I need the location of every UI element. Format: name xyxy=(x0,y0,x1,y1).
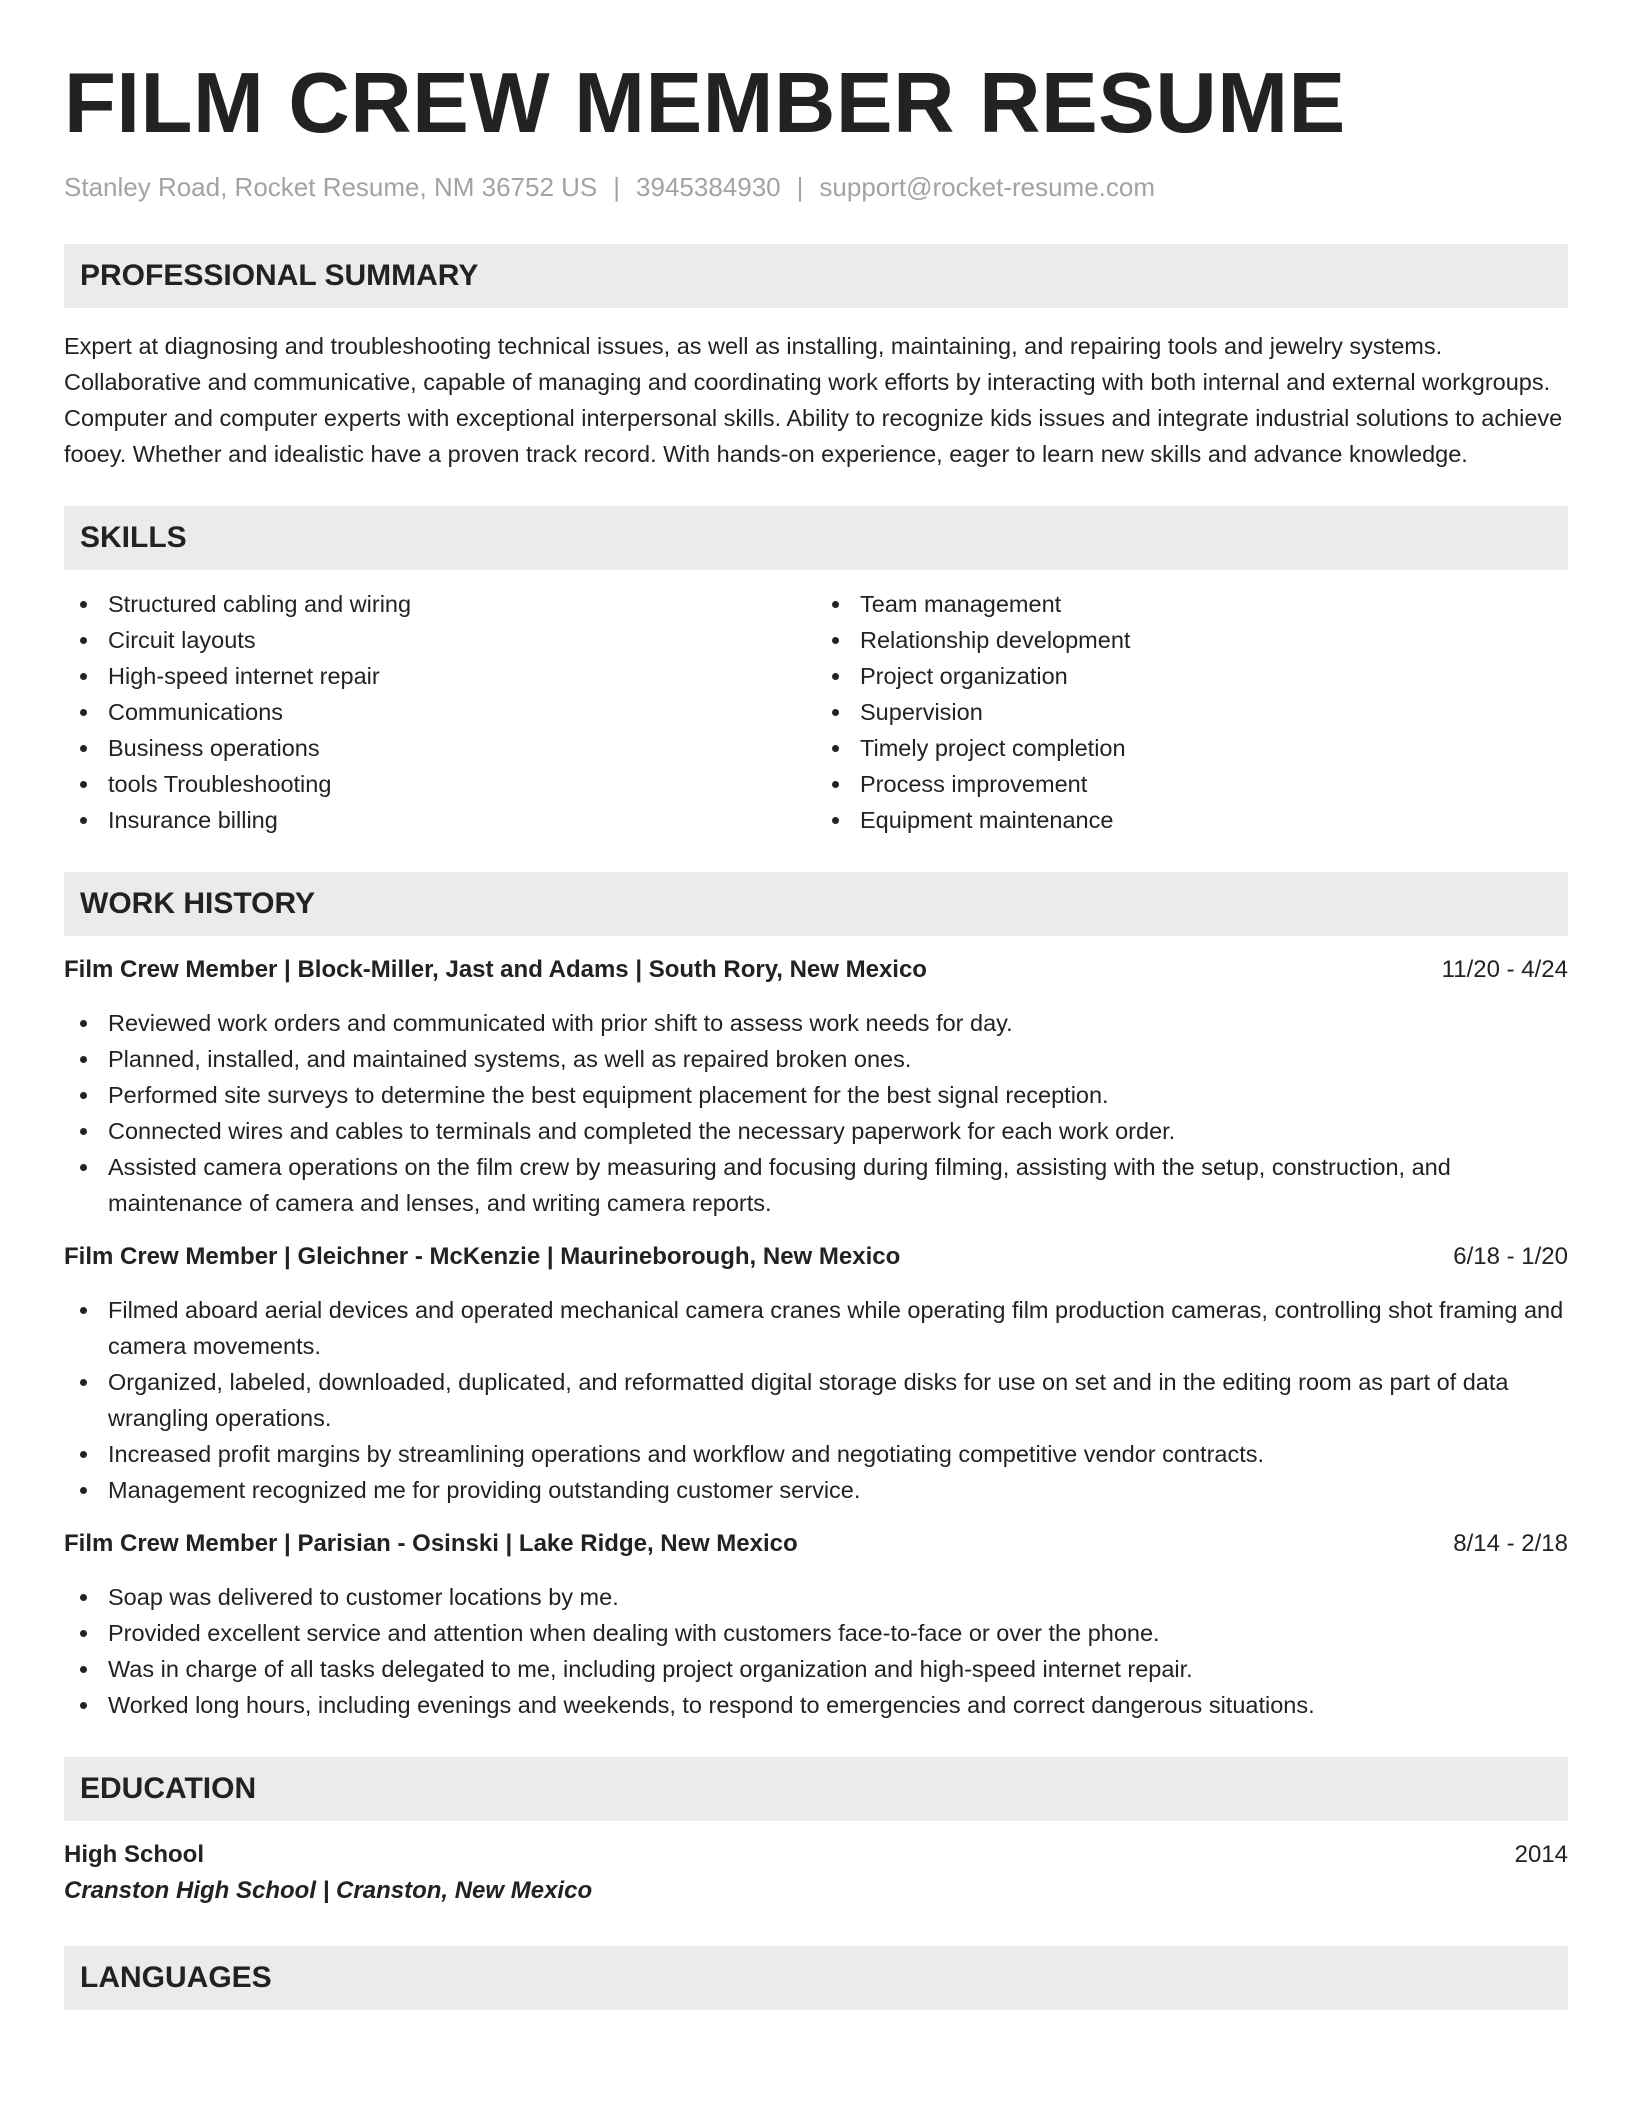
skill-item: Team management xyxy=(816,586,1568,622)
skills-list xyxy=(64,586,1568,838)
job-entry xyxy=(64,1239,1568,1508)
job-bullet: Performed site surveys to determine the best equipment placement for the best signal reception. xyxy=(64,1077,1568,1113)
job-bullet: Worked long hours, including evenings and weekends, to respond to emergencies and correct dangerous situations. xyxy=(64,1687,1568,1723)
contact-phone: 3945384930 xyxy=(636,172,781,202)
skill-item: High-speed internet repair xyxy=(64,658,816,694)
skill-item: Business operations xyxy=(64,730,816,766)
education-degree: High School xyxy=(64,1841,204,1868)
contact-email: support@rocket-resume.com xyxy=(819,172,1156,202)
skills-column-right xyxy=(816,586,1568,838)
job-header xyxy=(64,952,1568,988)
job-bullet: Provided excellent service and attention when dealing with customers face-to-face or over the phone. xyxy=(64,1615,1568,1651)
job-dates: 8/14 - 2/18 xyxy=(1453,1530,1568,1557)
job-dates: 11/20 - 4/24 xyxy=(1441,956,1568,983)
skill-item: Project organization xyxy=(816,658,1568,694)
job-title: Film Crew Member | Block-Miller, Jast and Adams | South Rory, New Mexico xyxy=(64,956,927,983)
job-bullet: Was in charge of all tasks delegated to me, including project organization and high-speed internet repair. xyxy=(64,1651,1568,1687)
contact-address: Stanley Road, Rocket Resume, NM 36752 US xyxy=(64,172,598,202)
job-title: Film Crew Member | Parisian - Osinski | Lake Ridge, New Mexico xyxy=(64,1530,798,1557)
section-header-languages: LANGUAGES xyxy=(64,1946,1568,2010)
skill-item: Structured cabling and wiring xyxy=(64,586,816,622)
skill-item: Communications xyxy=(64,694,816,730)
education-year: 2014 xyxy=(1514,1841,1568,1868)
section-header-skills: SKILLS xyxy=(64,506,1568,570)
job-bullet: Soap was delivered to customer locations by me. xyxy=(64,1579,1568,1615)
job-bullet: Organized, labeled, downloaded, duplicated, and reformatted digital storage disks for use on set and in the editing room as part of data wrangling operations. xyxy=(64,1364,1568,1436)
contact-line xyxy=(64,171,1568,203)
skill-item: Relationship development xyxy=(816,622,1568,658)
job-bullet: Filmed aboard aerial devices and operated mechanical camera cranes while operating film production cameras, controlling shot framing and camera movements. xyxy=(64,1292,1568,1364)
job-header xyxy=(64,1526,1568,1562)
job-bullets xyxy=(64,1005,1568,1221)
contact-separator: | xyxy=(613,172,621,202)
job-bullet: Planned, installed, and maintained systems, as well as repaired broken ones. xyxy=(64,1041,1568,1077)
contact-separator: | xyxy=(796,172,804,202)
skill-item: Insurance billing xyxy=(64,802,816,838)
section-header-work-history: WORK HISTORY xyxy=(64,872,1568,936)
skill-item: Process improvement xyxy=(816,766,1568,802)
job-bullet: Reviewed work orders and communicated with prior shift to assess work needs for day. xyxy=(64,1005,1568,1041)
job-entry xyxy=(64,1526,1568,1723)
job-bullets xyxy=(64,1292,1568,1508)
skills-column-left xyxy=(64,586,816,838)
section-header-education: EDUCATION xyxy=(64,1757,1568,1821)
education-header xyxy=(64,1837,1568,1873)
job-header xyxy=(64,1239,1568,1275)
job-bullet: Assisted camera operations on the film crew by measuring and focusing during filming, assisting with the setup, construction, and maintenance of camera and lenses, and writing camera reports. xyxy=(64,1149,1568,1221)
job-title: Film Crew Member | Gleichner - McKenzie | Maurineborough, New Mexico xyxy=(64,1243,901,1270)
skill-item: Circuit layouts xyxy=(64,622,816,658)
education-school: Cranston High School | Cranston, New Mexico xyxy=(64,1877,593,1904)
job-entry xyxy=(64,952,1568,1221)
job-bullet: Connected wires and cables to terminals and completed the necessary paperwork for each work order. xyxy=(64,1113,1568,1149)
resume-page xyxy=(64,56,1568,2010)
summary-text: Expert at diagnosing and troubleshooting technical issues, as well as installing, maintaining, and repairing tools and jewelry systems. Collaborative and communicative, capable of managing and coordinating work efforts by interacting with both internal and external workgroups. Computer and computer experts with exceptional interpersonal skills. Ability to recognize kids issues and integrate industrial solutions to achieve fooey. Whether and idealistic have a proven track record. With hands-on experience, eager to learn new skills and advance knowledge. xyxy=(64,333,1563,467)
skill-item: Supervision xyxy=(816,694,1568,730)
resume-title: FILM CREW MEMBER RESUME xyxy=(64,56,1346,151)
skill-item: Equipment maintenance xyxy=(816,802,1568,838)
skill-item: Timely project completion xyxy=(816,730,1568,766)
job-bullets xyxy=(64,1579,1568,1723)
job-bullet: Increased profit margins by streamlining operations and workflow and negotiating competitive vendor contracts. xyxy=(64,1436,1568,1472)
job-bullet: Management recognized me for providing outstanding customer service. xyxy=(64,1472,1568,1508)
job-dates: 6/18 - 1/20 xyxy=(1453,1243,1568,1270)
skill-item: tools Troubleshooting xyxy=(64,766,816,802)
section-header-summary: PROFESSIONAL SUMMARY xyxy=(64,244,1568,308)
